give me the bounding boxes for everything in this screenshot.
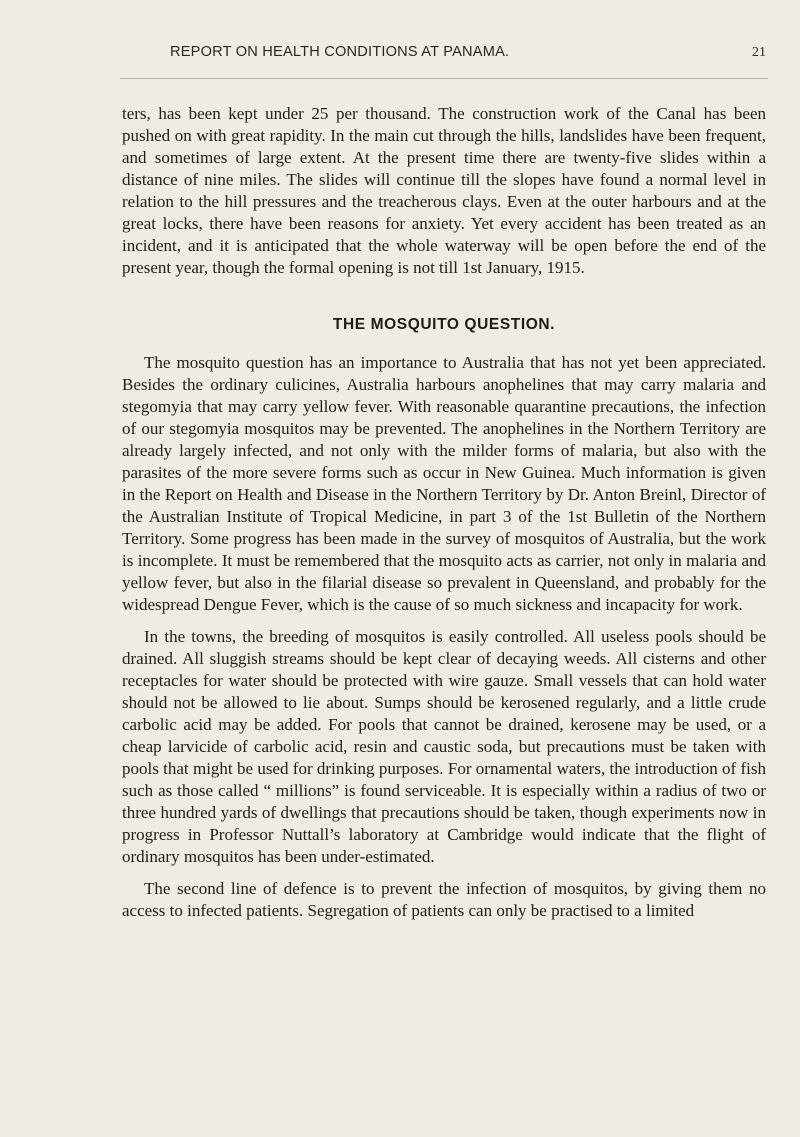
running-head — [130, 44, 800, 64]
paragraph-gap — [122, 616, 766, 626]
body-text — [122, 103, 766, 922]
paragraph-mosquito-question: The mosquito question has an importance to Australia that has not yet been appreciated. Besides the ordinary culicines, Australia harbours anophelines that may carry malaria and stegomyia that may carry yellow fever. With reasonable quarantine precautions, the infection of our stegomyia mosquitos may be prevented. The anophelines in the Northern Territory are already largely infected, and not only with the milder forms of malaria, but also with the parasites of the more severe forms such as occur in New Guinea. Much information is given in the Report on Health and Disease in the Northern Territory by Dr. Anton Breinl, Director of the Australian Institute of Tropical Medicine, in part 3 of the 1st Bulletin of the Northern Territory. Some progress has been made in the survey of mosquitos of Australia, but the work is incomplete. It must be remembered that the mosquito acts as carrier, not only in malaria and yellow fever, but also in the filarial disease so prevalent in Queensland, and probably for the widespread Dengue Fever, which is the cause of so much sickness and incapacity for work. — [122, 353, 766, 614]
paragraph-gap — [122, 868, 766, 878]
header-rule — [120, 78, 768, 79]
paragraph-mosquito-breeding: In the towns, the breeding of mosquitos is easily controlled. All useless pools should be drained. All sluggish streams should be kept clear of decaying weeds. All cisterns and other receptacles for water should be protected with wire gauze. Small vessels that can hold water should not be allowed to lie about. Sumps should be kerosened regularly, and a little crude carbolic acid may be added. For pools that cannot be drained, kerosene may be used, or a cheap larvicide of carbolic acid, resin and caustic soda, but precautions must be taken with pools that might be used for drinking purposes. For ornamental waters, the introduction of fish such as those called “ millions” is found serviceable. It is especially within a radius of two or three hundred yards of dwellings that precautions should be taken, though experiments now in progress in Professor Nuttall’s laboratory at Cambridge would indicate that the flight of ordinary mosquitos has been under-estimated. — [122, 627, 766, 866]
paragraph-canal-construction: ters, has been kept under 25 per thousand. The construction work of the Canal has been pushed on with great rapidity. In the main cut through the hills, landslides have been frequent, and sometimes of large extent. At the present time there are twenty-five slides within a distance of nine miles. The slides will continue till the slopes have found a normal level in relation to the hill pressures and the treacherous clays. Even at the outer harbours and at the great locks, there have been reasons for anxiety. Yet every accident has been treated as an incident, and it is anticipated that the whole waterway will be open before the end of the present year, though the formal opening is not till 1st January, 1915. — [122, 104, 766, 277]
running-title: REPORT ON HEALTH CONDITIONS AT PANAMA. — [170, 44, 510, 60]
paragraph-second-line-defence: The second line of defence is to prevent the infection of mosquitos, by giving them no access to infected patients. Segregation of patients can only be practised to a limited — [122, 879, 766, 920]
page-number: 21 — [752, 45, 766, 60]
section-heading: THE MOSQUITO QUESTION. — [332, 316, 556, 333]
